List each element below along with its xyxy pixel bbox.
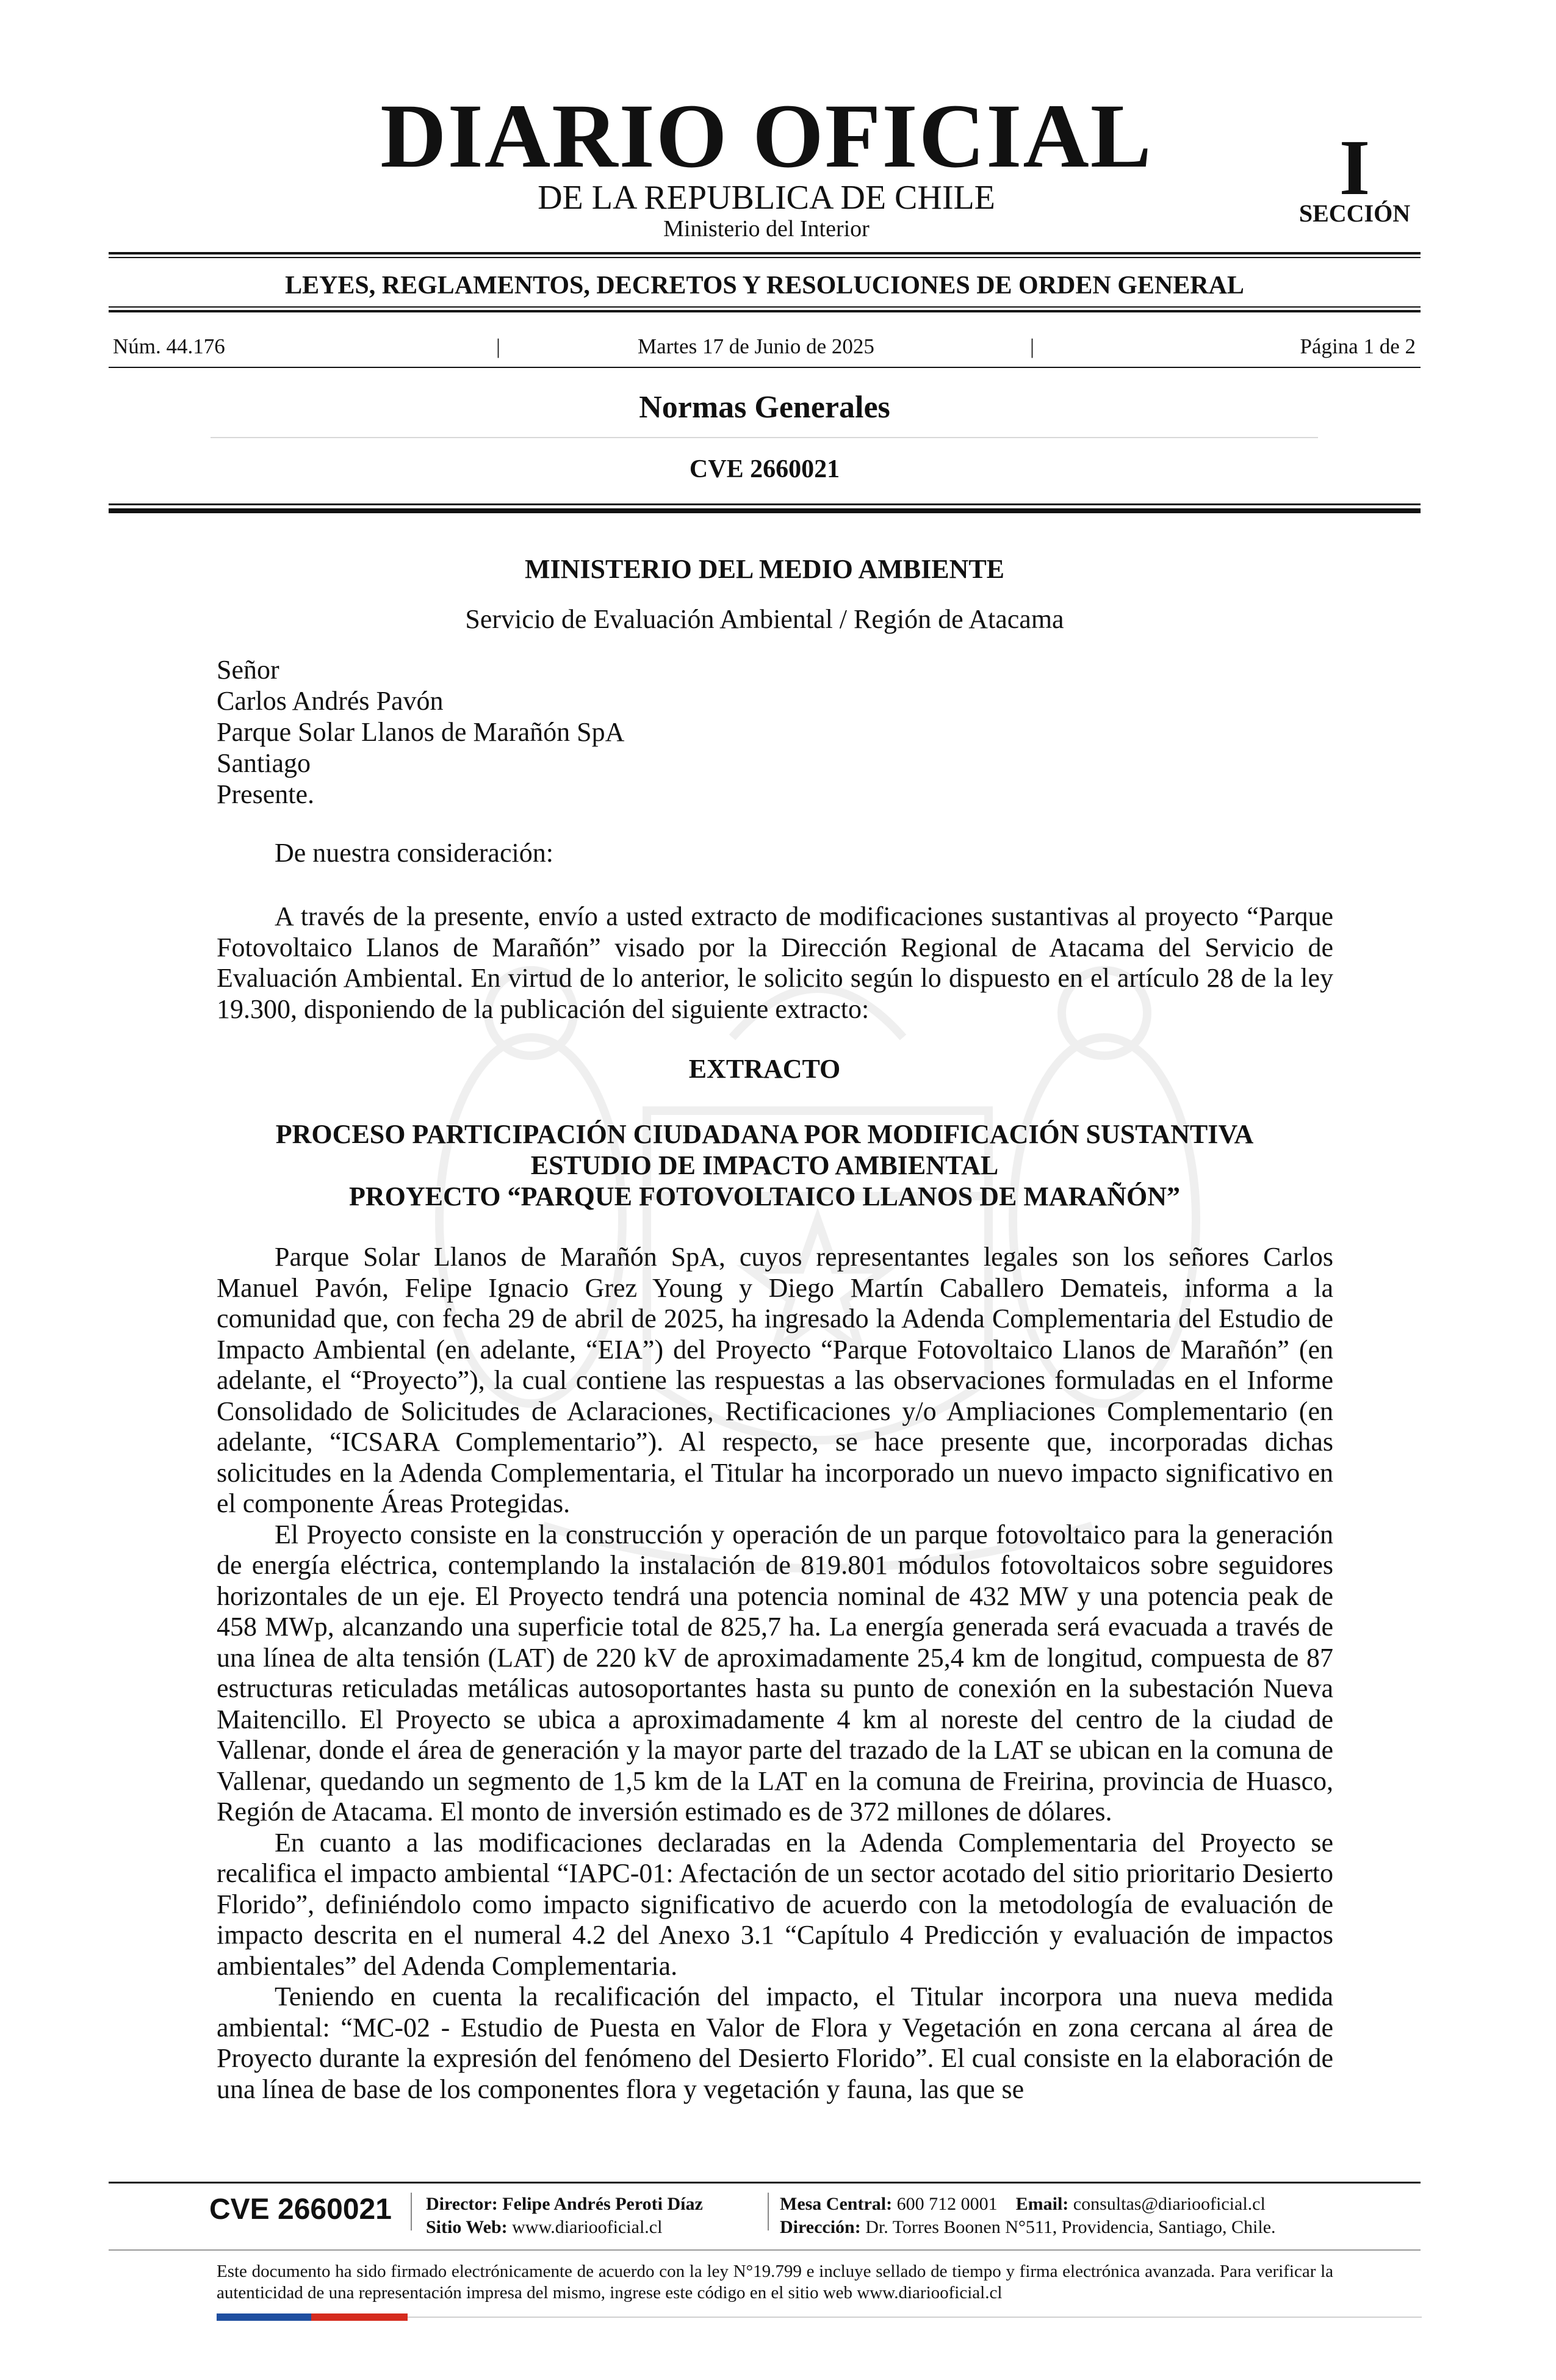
office-address: Dr. Torres Boonen N°511, Providencia, Santiago, Chile. (865, 2217, 1276, 2237)
body-paragraph: El Proyecto consiste en la construcción y operación de un parque fotovoltaico para la generación de energía eléctrica, contemplando la instalación de 819.801 módulos fotovoltaicos sobre seguidores horizontales de un eje. El Proyecto tendrá una potencia nominal de 432 MW y una potencia peak de 458 MWp, alcanzando una superficie total de 825,7 ha. La energía generada será evacuada a través de una línea de alta tensión (LAT) de 220 kV de aproximadamente 25,4 km de longitud, compuesta de 87 estructuras reticuladas metálicas autosoportantes hasta su punto de conexión en la subestación Nueva Maitencillo. El Proyecto se ubica a aproximadamente 4 km al noreste del centro de la ciudad de Vallenar, donde el área de generación y la mayor parte del trazado de la LAT se ubican en la comuna de Vallenar, quedando un segmento de 1,5 km de la LAT en la comuna de Freirina, provincia de Huasco, Región de Atacama. El monto de inversión estimado es de 372 millones de dólares. (217, 1519, 1333, 1826)
divider-info (109, 367, 1421, 368)
footer-info (109, 2182, 1421, 2249)
footer-contact-block (780, 2193, 1276, 2239)
address-line: Señor (217, 655, 279, 685)
divider-category-thick (109, 310, 1421, 312)
footer-separator (768, 2193, 769, 2230)
salutation: De nuestra consideración: (275, 838, 553, 868)
subheading-line: PROCESO PARTICIPACIÓN CIUDADANA POR MODIFICACIÓN SUSTANTIVA (275, 1119, 1254, 1149)
address-line: Carlos Andrés Pavón (217, 686, 444, 716)
cve-code: CVE 2660021 (689, 455, 840, 483)
divider-cve-thick (109, 508, 1421, 513)
subheading-line: PROYECTO “PARQUE FOTOVOLTAICO LLANOS DE MARAÑÓN” (348, 1181, 1181, 1211)
divider-category (109, 306, 1421, 308)
email-link[interactable]: consultas@diariooficial.cl (1073, 2194, 1266, 2214)
issue-date: Martes 17 de Junio de 2025 (638, 334, 874, 358)
section-label: SECCIÓN (1298, 200, 1411, 227)
extract-heading: EXTRACTO (688, 1054, 841, 1084)
issue-info-bar (113, 336, 1416, 360)
legal-notice: Este documento ha sido firmado electrónicamente de acuerdo con la ley N°19.799 e incluye sellado de tiempo y firma electrónica avanzada. Para verificar la autenticidad de una representación impresa del mismo, ingrese este código en el sitio web www.diariooficial.cl (217, 2262, 1333, 2302)
footer-separator (411, 2193, 412, 2230)
intro-paragraph: A través de la presente, envío a usted extracto de modificaciones sustantivas al proyecto “Parque Fotovoltaico Llanos de Marañón” visado por la Dirección Regional de Atacama del Servicio de Evaluación Ambiental. En virtud de lo anterior, le solicito según lo dispuesto en el artículo 28 de la ley 19.300, disponiendo de la publicación del siguiente extracto: (217, 901, 1333, 1024)
director-name: Felipe Andrés Peroti Díaz (502, 2194, 703, 2214)
address-label: Dirección: (780, 2217, 861, 2237)
director-label: Director: (426, 2194, 498, 2214)
address-line: Presente. (217, 779, 315, 809)
footer-director-block (426, 2193, 703, 2239)
divider-top (109, 252, 1421, 254)
web-label: Sitio Web: (426, 2217, 508, 2237)
category-heading: LEYES, REGLAMENTOS, DECRETOS Y RESOLUCIONES DE ORDEN GENERAL (285, 272, 1244, 300)
divider-top-thin (109, 257, 1421, 258)
web-link[interactable]: www.diariooficial.cl (512, 2217, 663, 2237)
info-separator: | (1030, 334, 1035, 358)
issue-number: Núm. 44.176 (113, 334, 225, 358)
section-number: I (1339, 124, 1371, 212)
footer-rule (408, 2317, 1422, 2318)
service-heading: Servicio de Evaluación Ambiental / Región de Atacama (465, 604, 1064, 634)
extract-subheading (109, 1119, 1421, 1212)
divider-section (211, 437, 1318, 438)
ministry-heading: MINISTERIO DEL MEDIO AMBIENTE (524, 554, 1005, 584)
footer-cve: CVE 2660021 (209, 2193, 392, 2226)
body-paragraph: En cuanto a las modificaciones declaradas en la Adenda Complementaria del Proyecto se recalifica el impacto ambiental “IAPC-01: Afectación de un sector acotado del sitio prioritario Desierto Florido”, definiéndolo como impacto significativo de acuerdo con la metodología de evaluación de impacto descrita en el numeral 4.2 del Anexo 3.1 “Capítulo 4 Predicción y evaluación de impactos ambientales” del Adenda Complementaria. (217, 1827, 1333, 1981)
masthead-subtitle: DE LA REPUBLICA DE CHILE (538, 179, 995, 217)
address-line: Santiago (217, 748, 311, 778)
extract-body (217, 1242, 1333, 2105)
recipient-address (217, 654, 624, 810)
intro-paragraph-block (217, 901, 1333, 1025)
masthead-title: DIARIO OFICIAL (380, 85, 1153, 187)
mesa-label: Mesa Central: (780, 2194, 893, 2214)
flag-bar-red (311, 2313, 408, 2321)
footer-divider-bottom (109, 2249, 1421, 2251)
body-paragraph: Teniendo en cuenta la recalificación del impacto, el Titular incorpora una nueva medida ambiental: “MC-02 - Estudio de Puesta en Valor de Flora y Vegetación en zona cercana al área de Proyecto durante la expresión del fenómeno del Desierto Florido”. El cual consiste en la elaboración de una línea de base de los componentes flora y vegetación y fauna, las que se (217, 1982, 1333, 2104)
masthead-ministry: Ministerio del Interior (663, 216, 870, 242)
mesa-phone: 600 712 0001 (896, 2194, 998, 2214)
body-paragraph: Parque Solar Llanos de Marañón SpA, cuyos representantes legales son los señores Carlos Manuel Pavón, Felipe Ignacio Grez Young y Diego Martín Caballero Demateis, informa a la comunidad que, con fecha 29 de abril de 2025, ha ingresado la Adenda Complementaria del Estudio de Impacto Ambiental (en adelante, “EIA”) del Proyecto “Parque Fotovoltaico Llanos de Marañón” (en adelante, el “Proyecto”), la cual contiene las respuestas a las observaciones formuladas en el Informe Consolidado de Solicitudes de Aclaraciones, Rectificaciones y/o Ampliaciones Complementario (en adelante, “ICSARA Complementario”). Al respecto, se hace presente que, incorporadas dichas solicitudes en la Adenda Complementaria, el Titular ha incorporado un nuevo impacto significativo en el componente Áreas Protegidas. (217, 1242, 1333, 1518)
page-count: Página 1 de 2 (1300, 334, 1416, 358)
subheading-line: ESTUDIO DE IMPACTO AMBIENTAL (530, 1150, 999, 1180)
info-separator: | (496, 334, 501, 358)
section-title: Normas Generales (639, 390, 890, 425)
flag-bar-blue (217, 2313, 311, 2321)
divider-cve (109, 503, 1421, 505)
email-label: Email: (1015, 2194, 1069, 2214)
address-line: Parque Solar Llanos de Marañón SpA (217, 717, 625, 747)
